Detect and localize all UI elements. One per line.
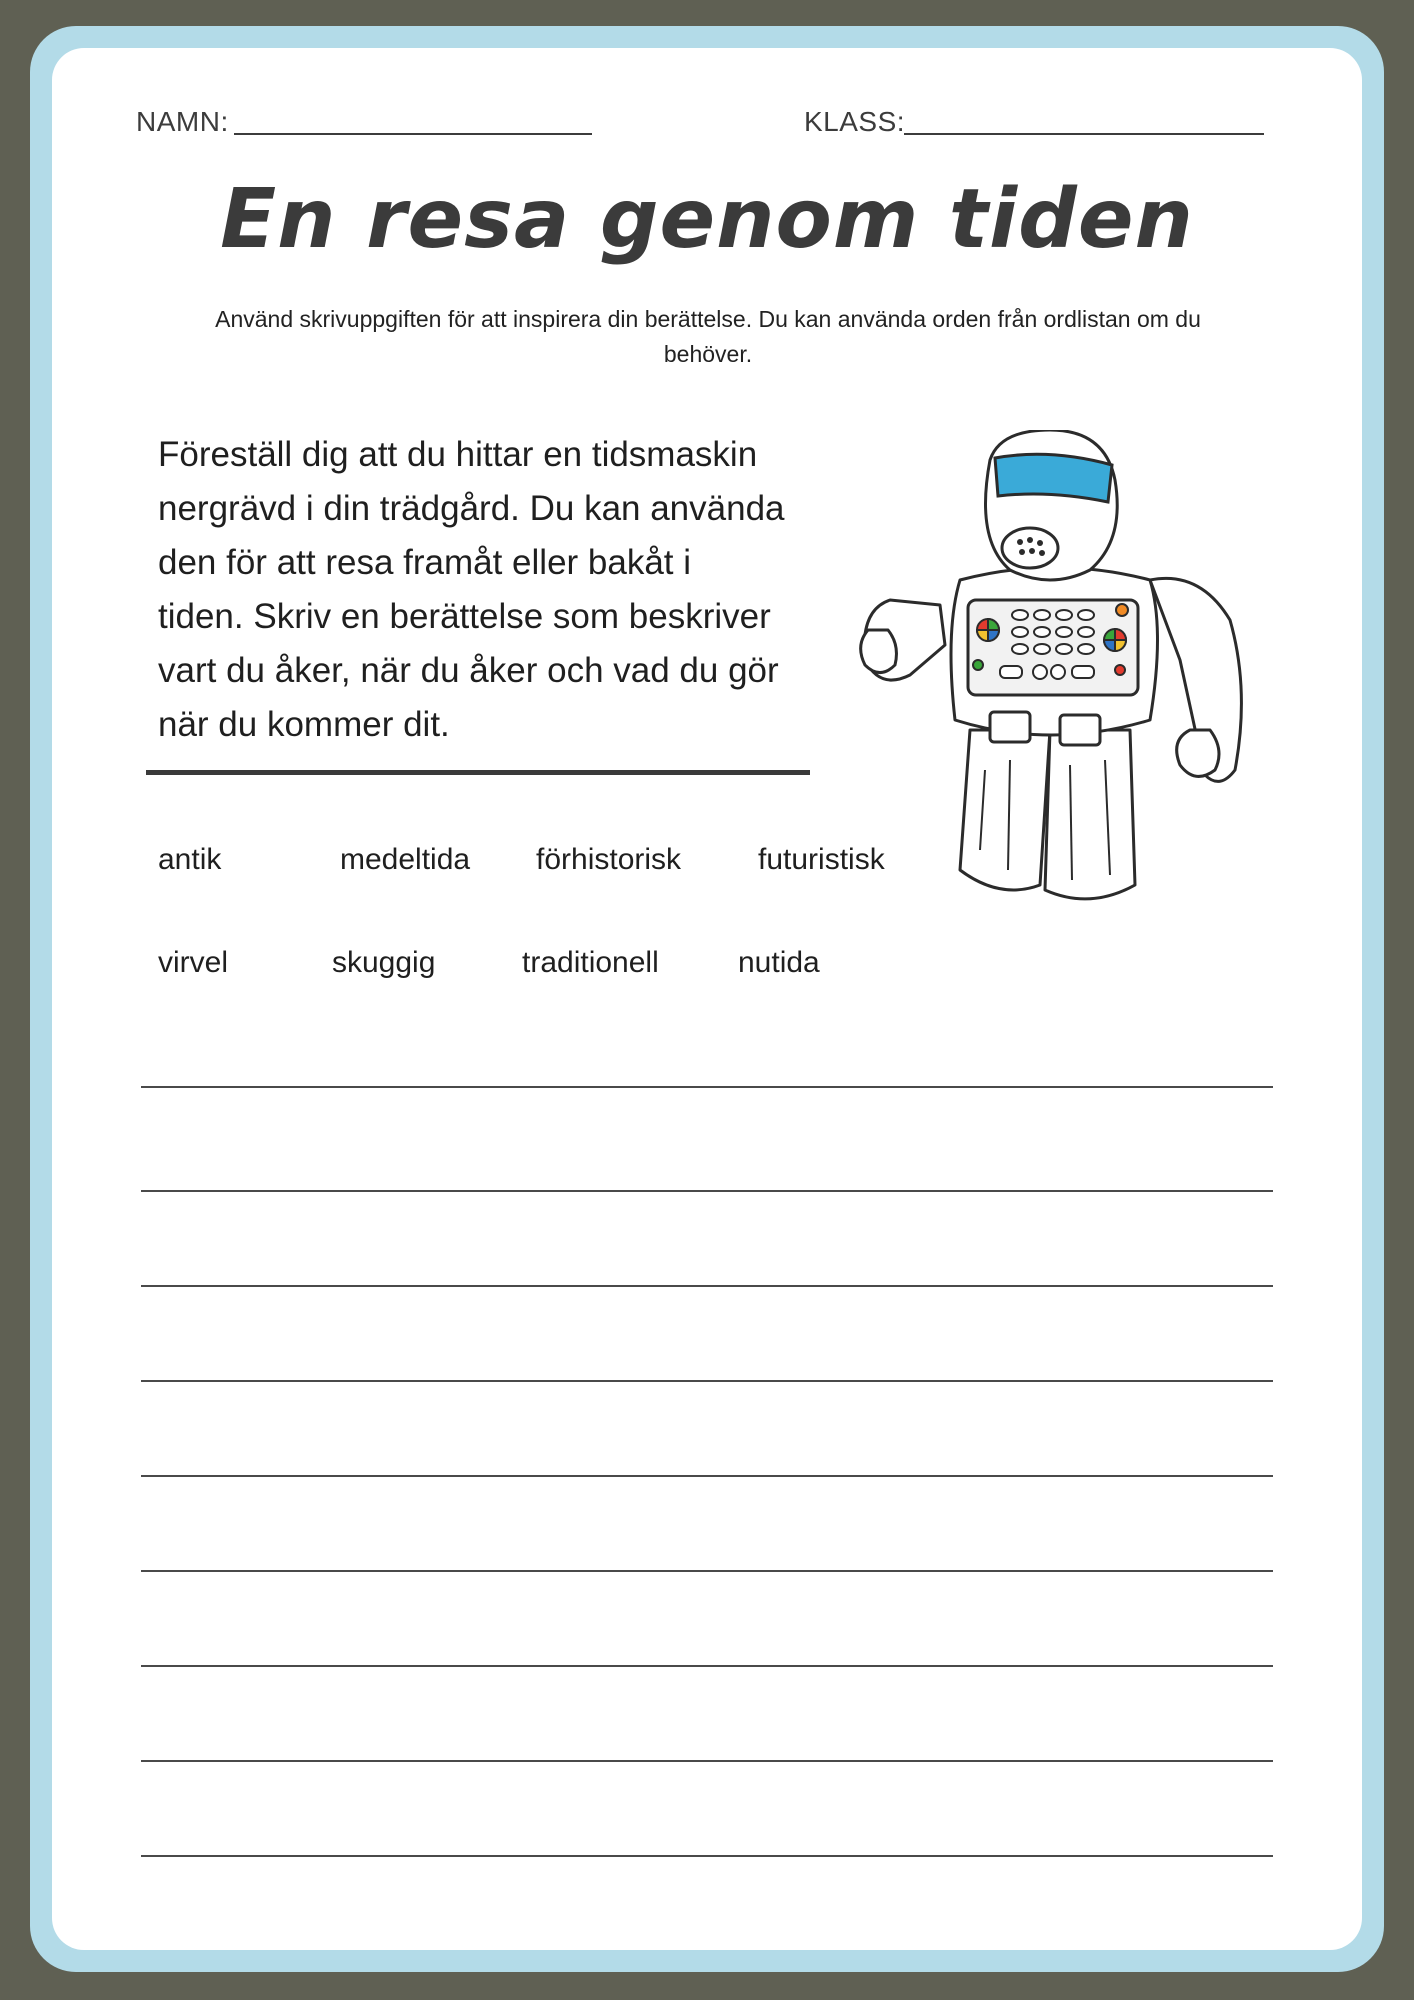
prompt-line: nergrävd i din trädgård. Du kan använda <box>158 489 785 528</box>
writing-line[interactable] <box>141 1475 1273 1477</box>
prompt-line: den för att resa framåt eller bakåt i <box>158 543 692 582</box>
page-title: En resa genom tiden <box>220 172 1194 267</box>
writing-line[interactable] <box>141 1380 1273 1382</box>
name-label: NAMN: <box>136 106 229 137</box>
instructions-text: Använd skrivuppgiften för att inspirera din berättelse. Du kan använda orden från ordlistan om du behöver. <box>215 306 1201 367</box>
writing-line[interactable] <box>141 1855 1273 1857</box>
word-bank-item: antik <box>158 843 222 876</box>
word-bank-item: traditionell <box>522 946 659 979</box>
prompt-line: när du kommer dit. <box>158 705 450 744</box>
class-label: KLASS: <box>804 106 906 137</box>
word-bank-item: nutida <box>738 946 820 979</box>
prompt-line: Föreställ dig att du hittar en tidsmaskin <box>158 435 758 474</box>
word-bank-item: futuristisk <box>758 843 885 876</box>
word-bank-item: medeltida <box>340 843 471 876</box>
writing-line[interactable] <box>141 1285 1273 1287</box>
word-bank-item: förhistorisk <box>536 843 682 876</box>
robot-illustration-icon <box>850 430 1250 930</box>
writing-line[interactable] <box>141 1086 1273 1088</box>
prompt-line: vart du åker, när du åker och vad du gör <box>158 651 779 690</box>
name-field[interactable] <box>234 133 592 135</box>
word-bank-item: virvel <box>158 946 229 979</box>
word-bank-item: skuggig <box>332 946 436 979</box>
prompt-line: tiden. Skriv en berättelse som beskriver <box>158 597 771 636</box>
writing-prompt <box>158 428 858 752</box>
writing-line[interactable] <box>141 1665 1273 1667</box>
writing-line[interactable] <box>141 1760 1273 1762</box>
writing-line[interactable] <box>141 1190 1273 1192</box>
class-field[interactable] <box>904 133 1264 135</box>
prompt-divider <box>146 770 810 775</box>
writing-line[interactable] <box>141 1570 1273 1572</box>
